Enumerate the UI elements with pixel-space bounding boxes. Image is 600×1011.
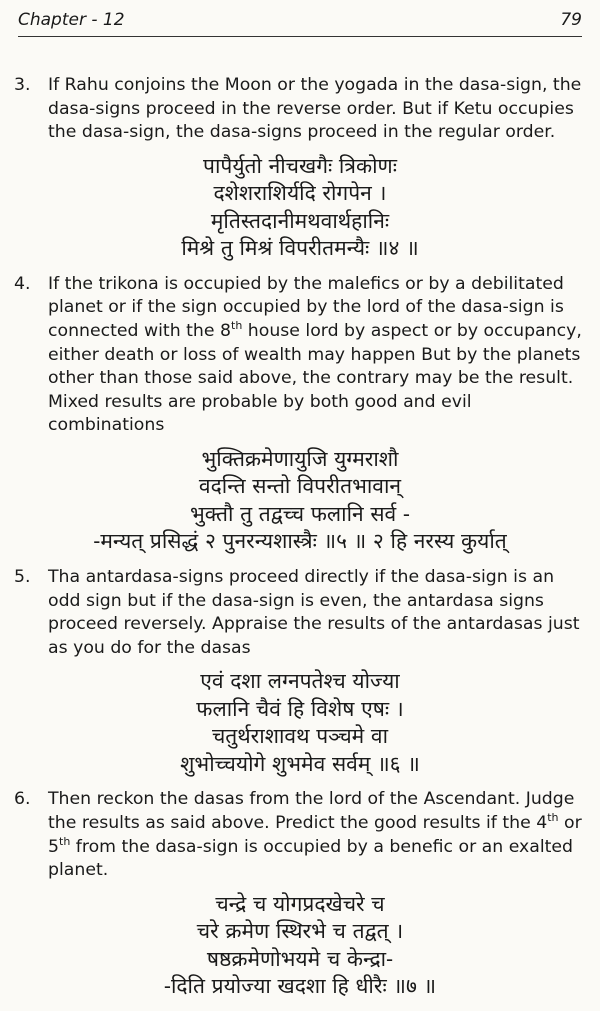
verse-number: 6.	[14, 789, 31, 810]
page-body	[0, 74, 600, 1011]
verse-4-translation	[0, 273, 600, 438]
sanskrit-line: -मन्यत् प्रसिद्धं २ पुनरन्यशास्त्रैः ॥५ ॥ २ हि नरस्य कुर्यात्	[93, 529, 507, 554]
sanskrit-line: पापैर्युतो नीचखगैः त्रिकोणः	[203, 153, 397, 178]
sanskrit-line: भुक्तिक्रमेणायुजि युग्मराशौ	[201, 446, 399, 471]
sanskrit-line: एवं दशा लग्नपतेश्च योज्या	[200, 669, 400, 694]
sanskrit-verse-5	[0, 446, 600, 556]
sanskrit-line: चरे क्रमेण स्थिरभे च तद्वत् ।	[196, 919, 404, 944]
chapter-label: Chapter - 12	[18, 10, 125, 30]
verse-text: Tha antardasa-signs proceed directly if the dasa-sign is an odd sign but if the dasa-sign is even, the antardasa signs proceed reversely. Appraise the results of the antardasas just as you do for the dasas	[48, 566, 580, 658]
sanskrit-line: मिश्रे तु मिश्रं विपरीतमन्यैः ॥४ ॥	[181, 236, 419, 261]
verse-text: Then reckon the dasas from the lord of the Ascendant. Judge the results as said above. Predict the good results if the 4th or 5th from the dasa-sign is occupied by a benefic or an exalted planet.	[48, 789, 582, 881]
sanskrit-verse-4	[0, 153, 600, 263]
verse-6-translation	[0, 788, 600, 882]
sanskrit-line: षष्ठक्रमेणोभयमे च केन्द्रा-	[206, 946, 394, 971]
page-number: 79	[560, 10, 582, 30]
verse-number: 4.	[14, 273, 31, 294]
sanskrit-verse-7	[0, 891, 600, 1001]
sanskrit-line: मृतिस्तदानीमथवार्थहानिः	[210, 208, 390, 233]
verse-number: 3.	[14, 75, 31, 95]
sanskrit-line: भुक्तौ तु तद्वच्च फलानि सर्व -	[189, 501, 410, 526]
page-header	[18, 6, 582, 34]
verse-text: If the trikona is occupied by the malefics or by a debilitated planet or if the sign occupied by the lord of the dasa-sign is connected with the 8th house lord by aspect or by occupancy, either death or loss of wealth may happen But by the planets other than those said above, the contrary may be the result. Mixed results are probable by both good and evil combinations	[48, 273, 582, 436]
sanskrit-line: वदन्ति सन्तो विपरीतभावान्	[198, 474, 402, 499]
verse-5-translation	[0, 566, 600, 660]
header-divider	[18, 36, 582, 37]
verse-number: 5.	[14, 566, 31, 587]
sanskrit-verse-6	[0, 668, 600, 778]
sanskrit-line: फलानि चैवं हि विशेष एषः ।	[196, 696, 404, 721]
sanskrit-line: -दिति प्रयोज्या खदशा हि धीरैः ॥७ ॥	[163, 974, 437, 999]
verse-3-translation	[0, 74, 600, 145]
sanskrit-line: दशेशराशिर्यदि रोगपेन ।	[213, 181, 387, 206]
sanskrit-line: चतुर्थराशावथ पञ्चमे वा	[211, 724, 389, 749]
sanskrit-line: चन्द्रे च योगप्रदखेचरे च	[215, 891, 385, 916]
sanskrit-line: शुभोच्चयोगे शुभमेव सर्वम् ॥६ ॥	[180, 751, 420, 776]
verse-text: If Rahu conjoins the Moon or the yogada in the dasa-sign, the dasa-signs proceed in the reverse order. But if Ketu occupies the dasa-sign, the dasa-signs proceed in the regular order.	[48, 75, 582, 143]
